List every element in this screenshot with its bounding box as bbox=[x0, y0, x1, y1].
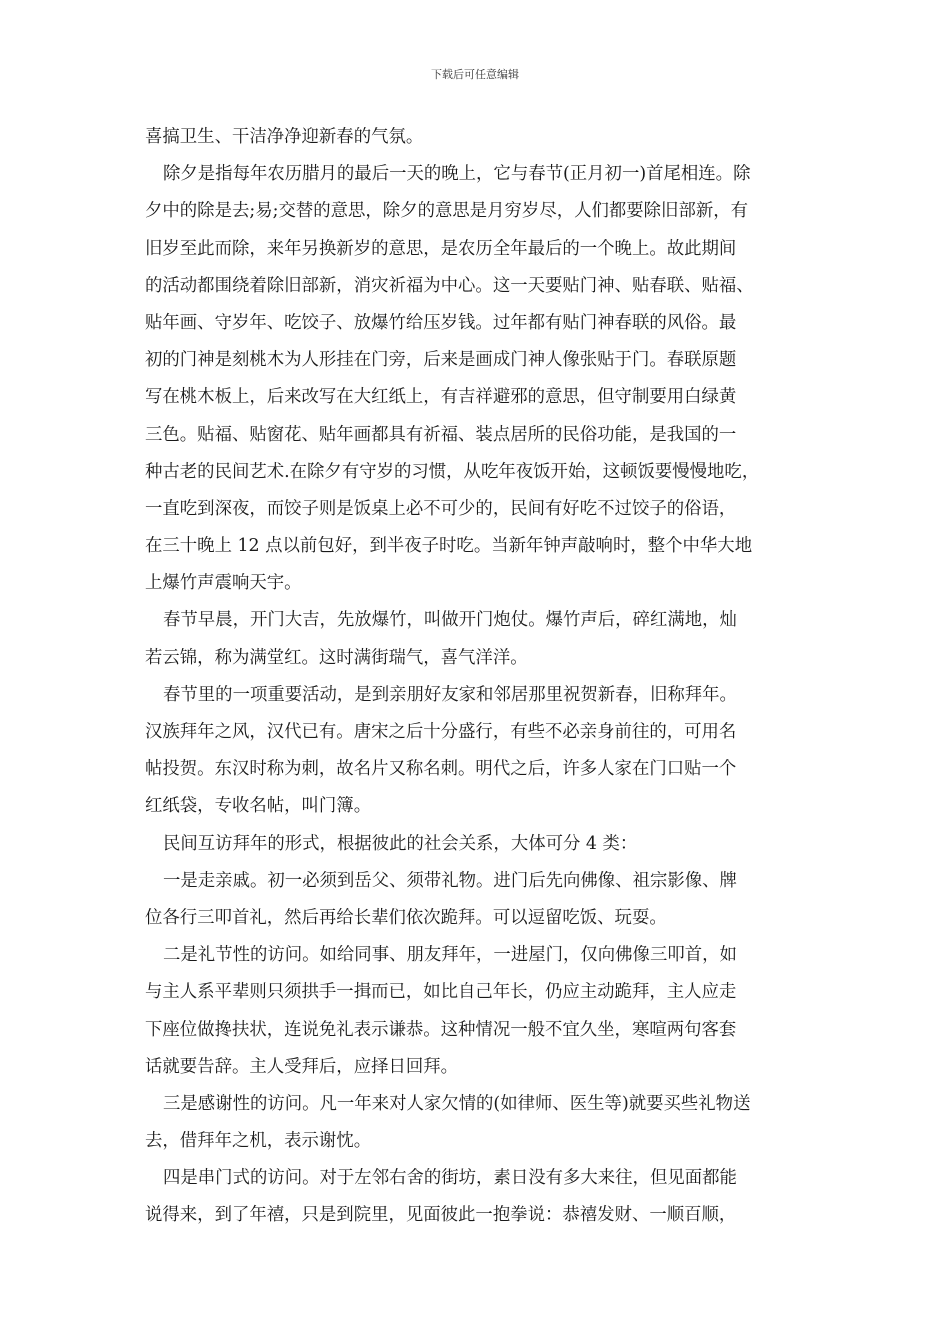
text-line: 说得来，到了年禧，只是到院里，见面彼此一抱拳说：恭禧发财、一顺百顺， bbox=[145, 1205, 737, 1226]
text-line: 春节里的一项重要活动，是到亲朋好友家和邻居那里祝贺新春，旧称拜年。 bbox=[163, 684, 737, 705]
text-line: 初的门神是刻桃木为人形挂在门旁，后来是画成门神人像张贴于门。春联原题 bbox=[145, 350, 737, 371]
text-line: 在三十晚上 12 点以前包好，到半夜子时吃。当新年钟声敲响时，整个中华大地 bbox=[145, 536, 753, 557]
text-line: 位各行三叩首礼，然后再给长辈们依次跪拜。可以逗留吃饭、玩耍。 bbox=[145, 907, 667, 928]
text-line: 除夕是指每年农历腊月的最后一天的晚上，它与春节(正月初一)首尾相连。除 bbox=[163, 164, 751, 185]
text-line: 种古老的民间艺术.在除夕有守岁的习惯，从吃年夜饭开始，这顿饭要慢慢地吃， bbox=[145, 461, 760, 482]
text-line: 夕中的除是去;易;交替的意思，除夕的意思是月穷岁尽，人们都要除旧部新，有 bbox=[145, 201, 749, 222]
text-line: 民间互访拜年的形式，根据彼此的社会关系，大体可分 4 类： bbox=[163, 833, 638, 854]
text-line: 喜搞卫生、干洁净净迎新春的气氛。 bbox=[145, 127, 424, 147]
text-line: 旧岁至此而除，来年另换新岁的意思，是农历全年最后的一个晚上。故此期间 bbox=[145, 238, 737, 259]
text-line: 一是走亲戚。初一必须到岳父、须带礼物。进门后先向佛像、祖宗影像、牌 bbox=[163, 870, 737, 891]
text-line: 三是感谢性的访问。凡一年来对人家欠情的(如律师、医生等)就要买些礼物送 bbox=[163, 1093, 751, 1114]
text-line: 若云锦，称为满堂红。这时满街瑞气，喜气洋洋。 bbox=[145, 647, 528, 668]
text-line: 写在桃木板上，后来改写在大红纸上，有吉祥避邪的意思，但守制要用白绿黄 bbox=[145, 387, 737, 408]
text-line: 与主人系平辈则只须拱手一揖而已，如比自己年长，仍应主动跪拜，主人应走 bbox=[145, 982, 737, 1003]
page-header: 下载后可任意编辑 bbox=[431, 68, 519, 81]
text-line: 话就要告辞。主人受拜后，应择日回拜。 bbox=[145, 1056, 459, 1077]
text-line: 上爆竹声震响天宇。 bbox=[145, 573, 302, 594]
text-line: 去，借拜年之机，表示谢忱。 bbox=[145, 1131, 372, 1152]
text-line: 的活动都围绕着除旧部新，消灾祈福为中心。这一天要贴门神、贴春联、贴福、 bbox=[145, 275, 754, 296]
text-line: 帖投贺。东汉时称为刺，故名片又称名刺。明代之后，许多人家在门口贴一个 bbox=[145, 759, 737, 780]
text-line: 一直吃到深夜，而饺子则是饭桌上必不可少的，民间有好吃不过饺子的俗语， bbox=[145, 498, 737, 519]
text-line: 春节早晨，开门大吉，先放爆竹，叫做开门炮仗。爆竹声后，碎红满地，灿 bbox=[163, 610, 737, 631]
document-body bbox=[145, 119, 815, 1235]
text-line: 四是串门式的访问。对于左邻右舍的街坊，素日没有多大来往，但见面都能 bbox=[163, 1168, 737, 1189]
text-line: 红纸袋，专收名帖，叫门簿。 bbox=[145, 796, 372, 817]
text-line: 贴年画、守岁年、吃饺子、放爆竹给压岁钱。过年都有贴门神春联的风俗。最 bbox=[145, 312, 737, 333]
text-line: 二是礼节性的访问。如给同事、朋友拜年，一进屋门，仅向佛像三叩首，如 bbox=[163, 945, 737, 966]
text-line: 三色。贴福、贴窗花、贴年画都具有祈福、装点居所的民俗功能，是我国的一 bbox=[145, 424, 737, 445]
text-line: 下座位做搀扶状，连说免礼表示谦恭。这种情况一般不宜久坐，寒喧两句客套 bbox=[145, 1019, 737, 1040]
text-line: 汉族拜年之风，汉代已有。唐宋之后十分盛行，有些不必亲身前往的，可用名 bbox=[145, 722, 737, 742]
